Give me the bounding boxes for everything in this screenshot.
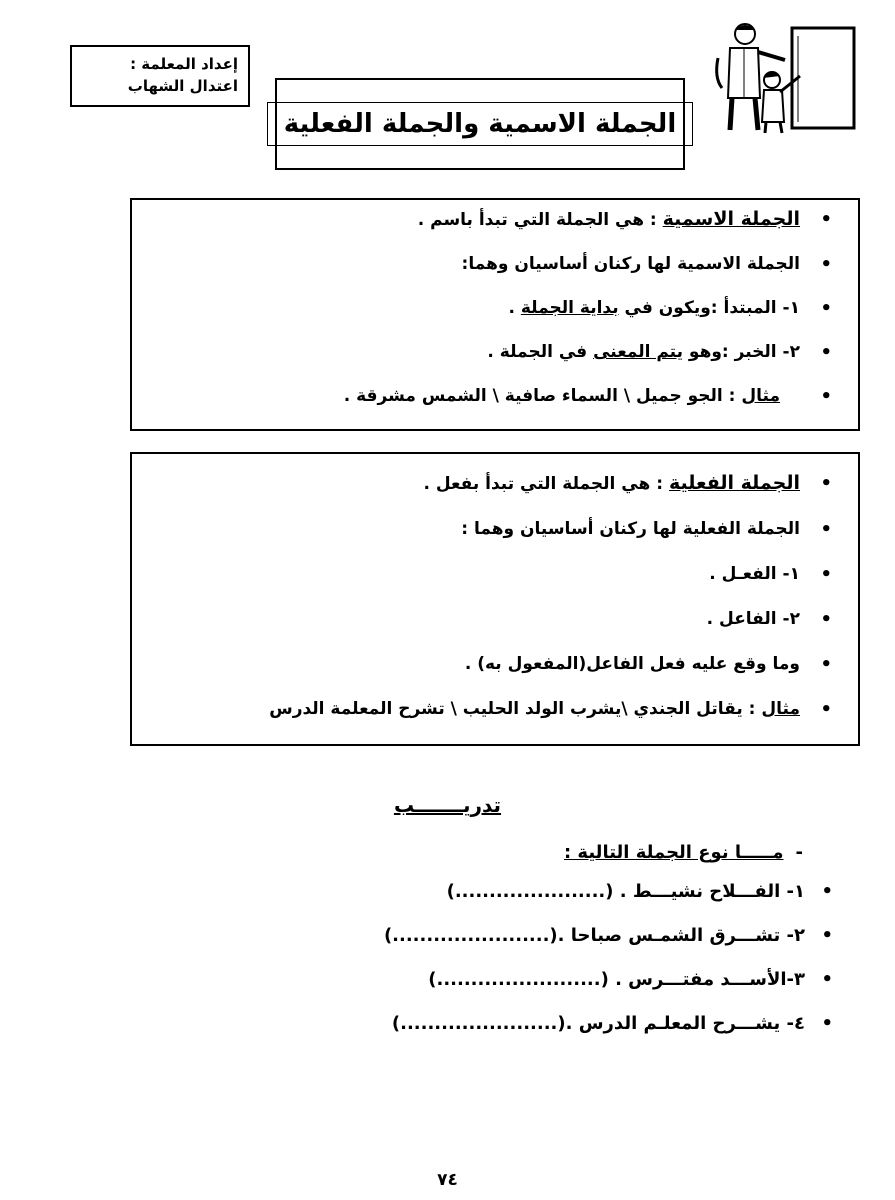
subject-suffix: . [508,298,521,318]
verbal-pillars: • الجملة الفعلية لها ركنان أساسيان وهما : [150,518,840,541]
example-text: : يقاتل الجندي \يشرب الولد الحليب \ تشرح المعلمة الدرس [269,699,762,719]
nominal-sentence-section [130,198,860,431]
subject-prefix: ١- المبتدأ :ويكون في [618,298,800,318]
verbal-verb: • ١- الفعـل . [150,563,840,586]
verbal-doer: • ٢- الفاعل . [150,608,840,631]
teacher-label: إعداد المعلمة : [130,55,238,73]
teacher-board-clipart [700,18,865,138]
exercise-item: • ٣-الأســـد مفتـــرس . (........................) [165,968,865,991]
example-label: مثال [741,386,780,406]
exercise-list [165,880,865,1056]
nominal-term: الجملة الاسمية [662,208,800,230]
title-frame [275,78,685,170]
verbal-sentence-section [130,452,860,746]
nominal-definition [150,208,840,232]
teacher-name: اعتدال الشهاب [127,77,238,95]
teacher-credit-box [70,45,250,107]
nominal-subject [150,297,840,320]
verbal-example [150,698,840,721]
verbal-definition-text: : هي الجملة التي تبدأ بفعل . [423,474,669,494]
example-text: : الجو جميل \ السماء صافية \ الشمس مشرقة . [343,386,742,406]
nominal-definition-text: : هي الجملة التي تبدأ باسم . [417,210,663,230]
predicate-prefix: ٢- الخبر :وهو [683,342,800,362]
nominal-pillars: • الجملة الاسمية لها ركنان أساسيان وهما: [150,253,840,276]
predicate-underlined: يتم المعنى [593,342,683,362]
question-text: مـــــا نوع الجملة التالية : [563,842,784,863]
verbal-definition [150,472,840,496]
verbal-term: الجملة الفعلية [668,472,800,494]
predicate-suffix: في الجملة . [487,342,594,362]
question-dash: - [795,842,803,863]
verbal-object: • وما وقع عليه فعل الفاعل(المفعول به) . [150,653,840,676]
practice-question [564,842,803,863]
exercise-item: • ١- الفـــلاح نشيـــط . (......................) [165,880,865,903]
exercise-item: • ٤- يشـــرح المعلـم الدرس .(.......................) [165,1012,865,1035]
nominal-predicate [150,341,840,364]
practice-title: تدريـــــــب [393,793,502,817]
exercise-item: • ٢- تشـــرق الشمـس صباحا .(.......................) [165,924,865,947]
example-label: مثال [761,699,800,719]
nominal-example [150,385,840,408]
page-number: ٧٤ [437,1170,458,1190]
page-title: الجملة الاسمية والجملة الفعلية [267,102,693,146]
practice-heading [0,793,895,817]
subject-underlined: بداية الجملة [520,298,619,318]
